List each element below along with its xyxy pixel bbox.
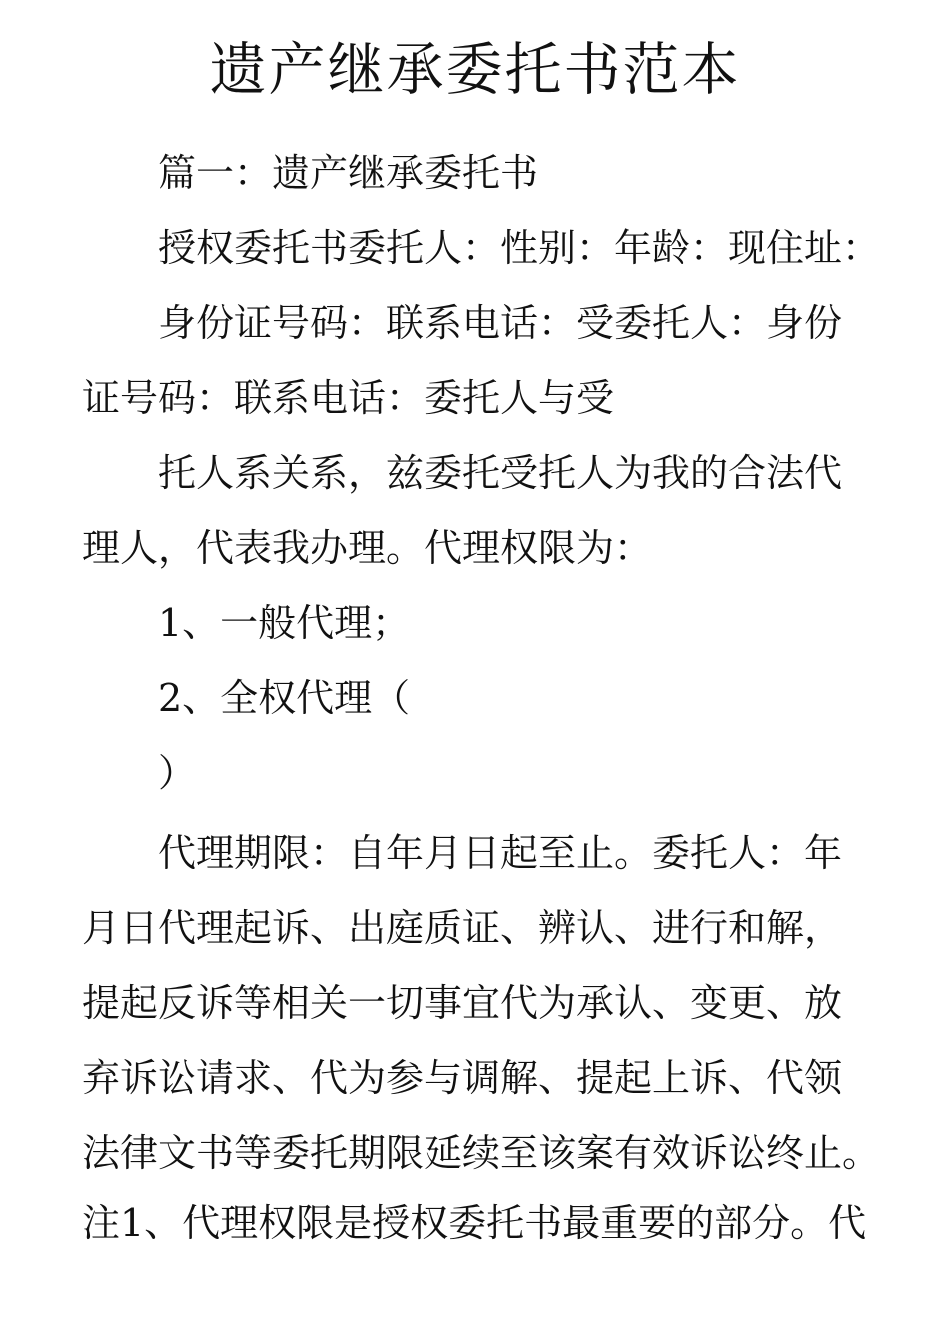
- section-heading: 篇一：遗产继承委托书: [158, 151, 539, 195]
- paragraph-line: ）: [158, 751, 197, 795]
- paragraph-line: 证号码：联系电话：委托人与受: [82, 376, 615, 420]
- paragraph-line: 弃诉讼请求、代为参与调解、提起上诉、代领: [82, 1056, 843, 1100]
- paragraph-line: 身份证号码：联系电话：受委托人：身份: [158, 301, 843, 345]
- paragraph-line: 代理期限：自年月日起至止。委托人：年: [158, 831, 843, 875]
- document-title: 遗产继承委托书范本: [209, 37, 741, 103]
- paragraph-line: 月日代理起诉、出庭质证、辨认、进行和解，: [82, 906, 843, 950]
- paragraph-line: 授权委托书委托人：性别：年龄：现住址：: [158, 226, 881, 270]
- paragraph-line: 理人，代表我办理。代理权限为：: [82, 526, 653, 570]
- list-item: 2、全权代理（: [158, 676, 411, 720]
- paragraph-line: 法律文书等委托期限延续至该案有效诉讼终止。: [82, 1131, 881, 1175]
- list-item: 1、一般代理；: [158, 601, 411, 645]
- paragraph-line: 注1、代理权限是授权委托书最重要的部分。代: [82, 1201, 867, 1245]
- paragraph-line: 提起反诉等相关一切事宜代为承认、变更、放: [82, 981, 843, 1025]
- paragraph-line: 托人系关系，兹委托受托人为我的合法代: [158, 451, 843, 495]
